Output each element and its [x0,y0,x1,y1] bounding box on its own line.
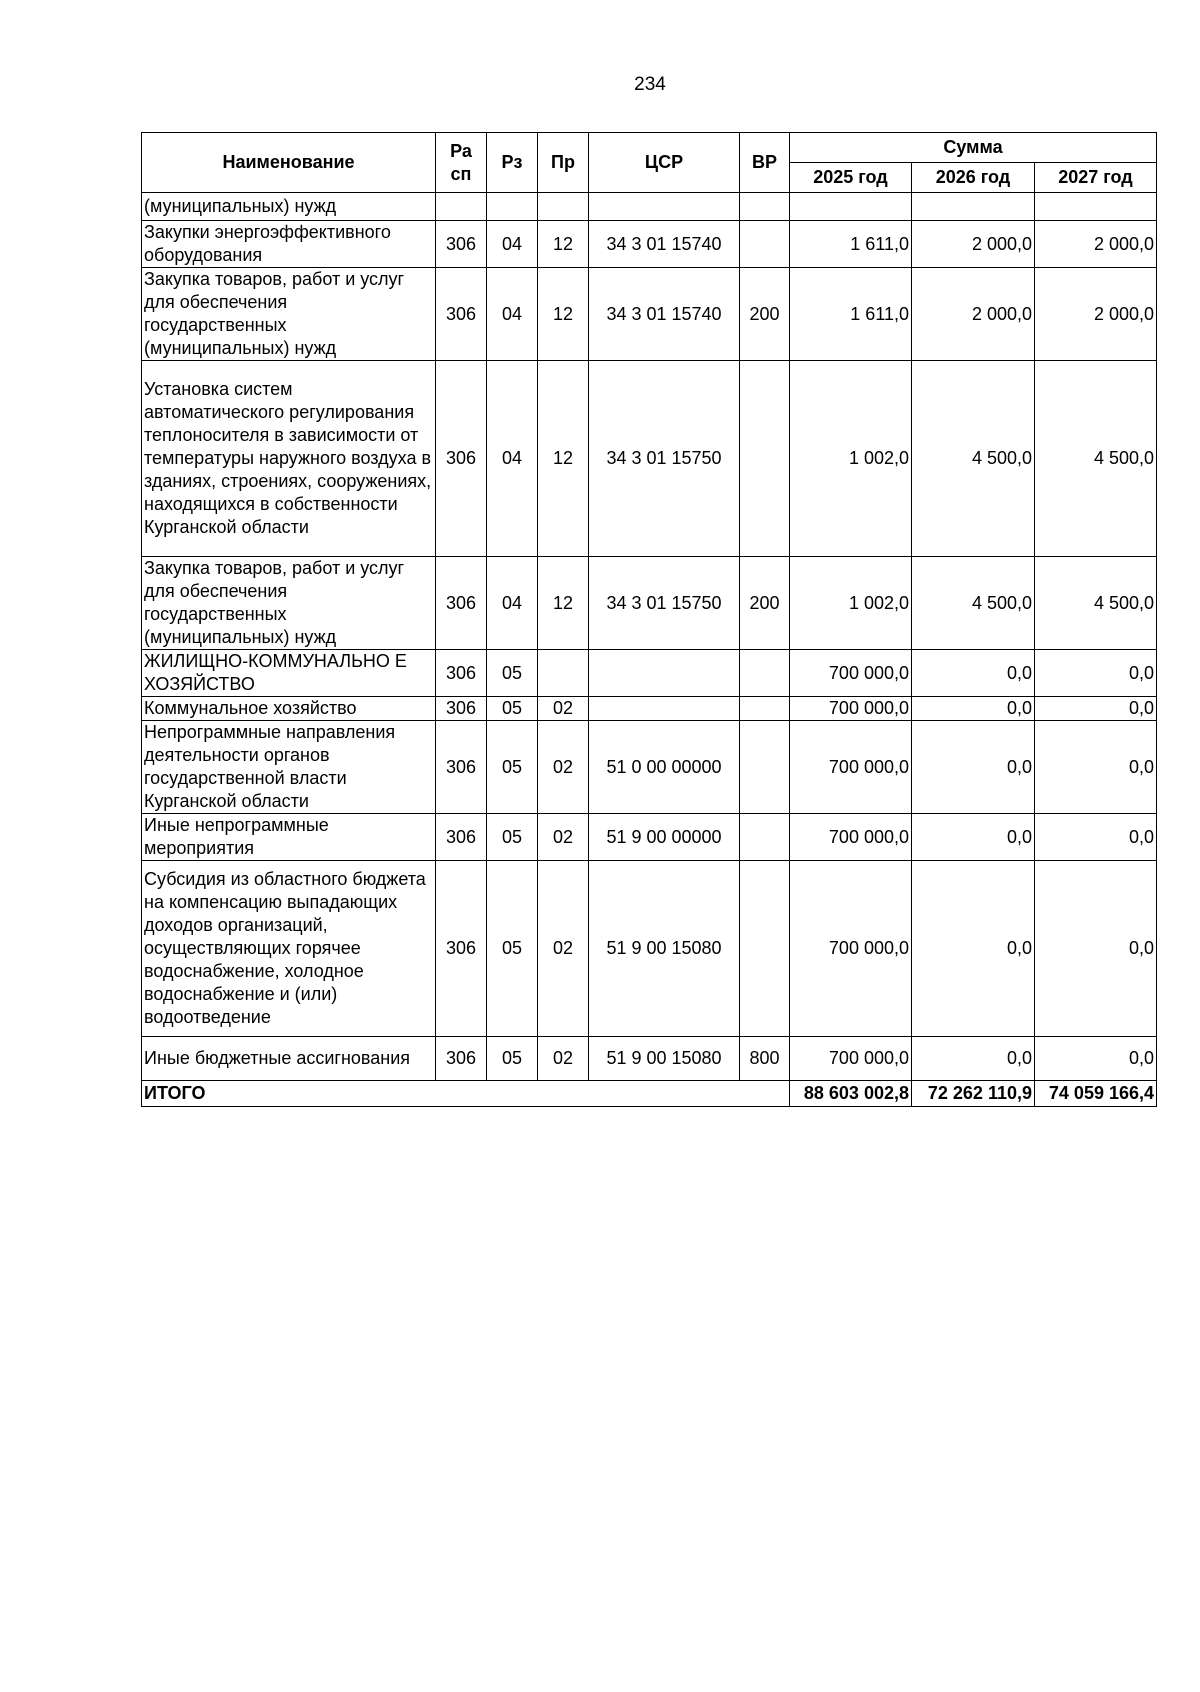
header-csr: ЦСР [589,133,740,193]
header-year-2027: 2027 год [1035,163,1157,193]
cell-name: Субсидия из областного бюджета на компенсацию выпадающих доходов организаций, осуществляющих горячее водоснабжение, холодное водоснабжение и (или) водоотведение [142,861,436,1037]
cell-rasp: 306 [436,814,487,861]
header-year-2026: 2026 год [912,163,1035,193]
cell-csr: 51 9 00 15080 [589,861,740,1037]
cell-name: Установка систем автоматического регулирования теплоносителя в зависимости от температуры наружного воздуха в зданиях, строениях, сооружениях, находящихся в собственности Курганской области [142,361,436,557]
table-row [142,1037,1157,1081]
cell-rz: 04 [487,268,538,361]
cell-2027: 0,0 [1035,721,1157,814]
cell-rasp: 306 [436,650,487,697]
cell-rasp [436,193,487,221]
table-row [142,557,1157,650]
cell-2025: 700 000,0 [790,650,912,697]
cell-2026: 0,0 [912,650,1035,697]
cell-vr [740,361,790,557]
cell-vr [740,814,790,861]
cell-2026: 4 500,0 [912,557,1035,650]
table-row [142,721,1157,814]
table-row [142,814,1157,861]
cell-rasp: 306 [436,361,487,557]
cell-rasp: 306 [436,1037,487,1081]
table-row [142,221,1157,268]
total-label: ИТОГО [142,1081,790,1107]
cell-vr [740,221,790,268]
cell-pr: 02 [538,721,589,814]
cell-pr: 12 [538,557,589,650]
cell-name: (муниципальных) нужд [142,193,436,221]
cell-2027: 4 500,0 [1035,361,1157,557]
cell-2027 [1035,193,1157,221]
cell-csr [589,697,740,721]
table-row [142,861,1157,1037]
cell-csr: 51 0 00 00000 [589,721,740,814]
cell-vr: 200 [740,557,790,650]
cell-2025: 1 611,0 [790,268,912,361]
cell-2026: 0,0 [912,814,1035,861]
cell-rz: 04 [487,221,538,268]
cell-pr: 02 [538,1037,589,1081]
cell-csr: 34 3 01 15740 [589,268,740,361]
cell-2026: 4 500,0 [912,361,1035,557]
cell-vr: 800 [740,1037,790,1081]
cell-2027: 0,0 [1035,697,1157,721]
cell-csr: 51 9 00 00000 [589,814,740,861]
cell-rz: 05 [487,650,538,697]
budget-table [141,132,1157,1107]
cell-csr [589,650,740,697]
cell-rasp: 306 [436,557,487,650]
table-row [142,697,1157,721]
cell-2027: 4 500,0 [1035,557,1157,650]
cell-2025: 700 000,0 [790,861,912,1037]
cell-rasp: 306 [436,721,487,814]
cell-2027: 0,0 [1035,814,1157,861]
table-row [142,650,1157,697]
cell-rz: 05 [487,721,538,814]
total-2026: 72 262 110,9 [912,1081,1035,1107]
cell-vr [740,650,790,697]
cell-rz [487,193,538,221]
cell-2026: 0,0 [912,721,1035,814]
cell-2026: 0,0 [912,861,1035,1037]
cell-vr [740,193,790,221]
cell-pr [538,193,589,221]
cell-vr [740,697,790,721]
cell-name: Закупка товаров, работ и услуг для обеспечения государственных (муниципальных) нужд [142,268,436,361]
cell-2025: 700 000,0 [790,697,912,721]
cell-rasp: 306 [436,861,487,1037]
cell-2027: 0,0 [1035,650,1157,697]
cell-pr: 02 [538,697,589,721]
cell-vr: 200 [740,268,790,361]
total-2027: 74 059 166,4 [1035,1081,1157,1107]
cell-rz: 04 [487,557,538,650]
cell-csr [589,193,740,221]
cell-name: Коммунальное хозяйство [142,697,436,721]
header-rasp: Ра сп [436,133,487,193]
cell-rz: 04 [487,361,538,557]
cell-rasp: 306 [436,221,487,268]
cell-name: ЖИЛИЩНО-КОММУНАЛЬНО Е ХОЗЯЙСТВО [142,650,436,697]
header-name: Наименование [142,133,436,193]
cell-pr: 12 [538,268,589,361]
cell-2027: 2 000,0 [1035,221,1157,268]
table-row [142,268,1157,361]
cell-2025: 700 000,0 [790,814,912,861]
cell-pr: 02 [538,861,589,1037]
cell-name: Непрограммные направления деятельности органов государственной власти Курганской области [142,721,436,814]
cell-rasp: 306 [436,268,487,361]
cell-name: Закупки энергоэффективного оборудования [142,221,436,268]
cell-rasp: 306 [436,697,487,721]
cell-2025: 1 002,0 [790,557,912,650]
cell-pr: 12 [538,361,589,557]
cell-2025: 700 000,0 [790,721,912,814]
cell-2025 [790,193,912,221]
cell-rz: 05 [487,697,538,721]
cell-2026 [912,193,1035,221]
cell-2027: 0,0 [1035,861,1157,1037]
total-row [142,1081,1157,1107]
header-sum: Сумма [790,133,1157,163]
cell-name: Иные непрограммные мероприятия [142,814,436,861]
cell-2026: 0,0 [912,697,1035,721]
cell-vr [740,721,790,814]
cell-2027: 0,0 [1035,1037,1157,1081]
cell-2026: 2 000,0 [912,268,1035,361]
cell-2027: 2 000,0 [1035,268,1157,361]
cell-2025: 1 002,0 [790,361,912,557]
table-header [142,133,1157,193]
cell-2025: 1 611,0 [790,221,912,268]
header-vr: ВР [740,133,790,193]
header-rz: Рз [487,133,538,193]
cell-rz: 05 [487,861,538,1037]
cell-pr: 12 [538,221,589,268]
page-number: 234 [634,74,666,95]
cell-csr: 34 3 01 15740 [589,221,740,268]
table-body [142,193,1157,1107]
cell-2025: 700 000,0 [790,1037,912,1081]
table-row [142,361,1157,557]
cell-name: Закупка товаров, работ и услуг для обеспечения государственных (муниципальных) нужд [142,557,436,650]
cell-csr: 34 3 01 15750 [589,361,740,557]
cell-pr: 02 [538,814,589,861]
cell-vr [740,861,790,1037]
cell-2026: 2 000,0 [912,221,1035,268]
cell-rz: 05 [487,1037,538,1081]
header-pr: Пр [538,133,589,193]
total-2025: 88 603 002,8 [790,1081,912,1107]
cell-csr: 34 3 01 15750 [589,557,740,650]
table-row [142,193,1157,221]
cell-rz: 05 [487,814,538,861]
cell-2026: 0,0 [912,1037,1035,1081]
cell-pr [538,650,589,697]
cell-name: Иные бюджетные ассигнования [142,1037,436,1081]
header-year-2025: 2025 год [790,163,912,193]
cell-csr: 51 9 00 15080 [589,1037,740,1081]
